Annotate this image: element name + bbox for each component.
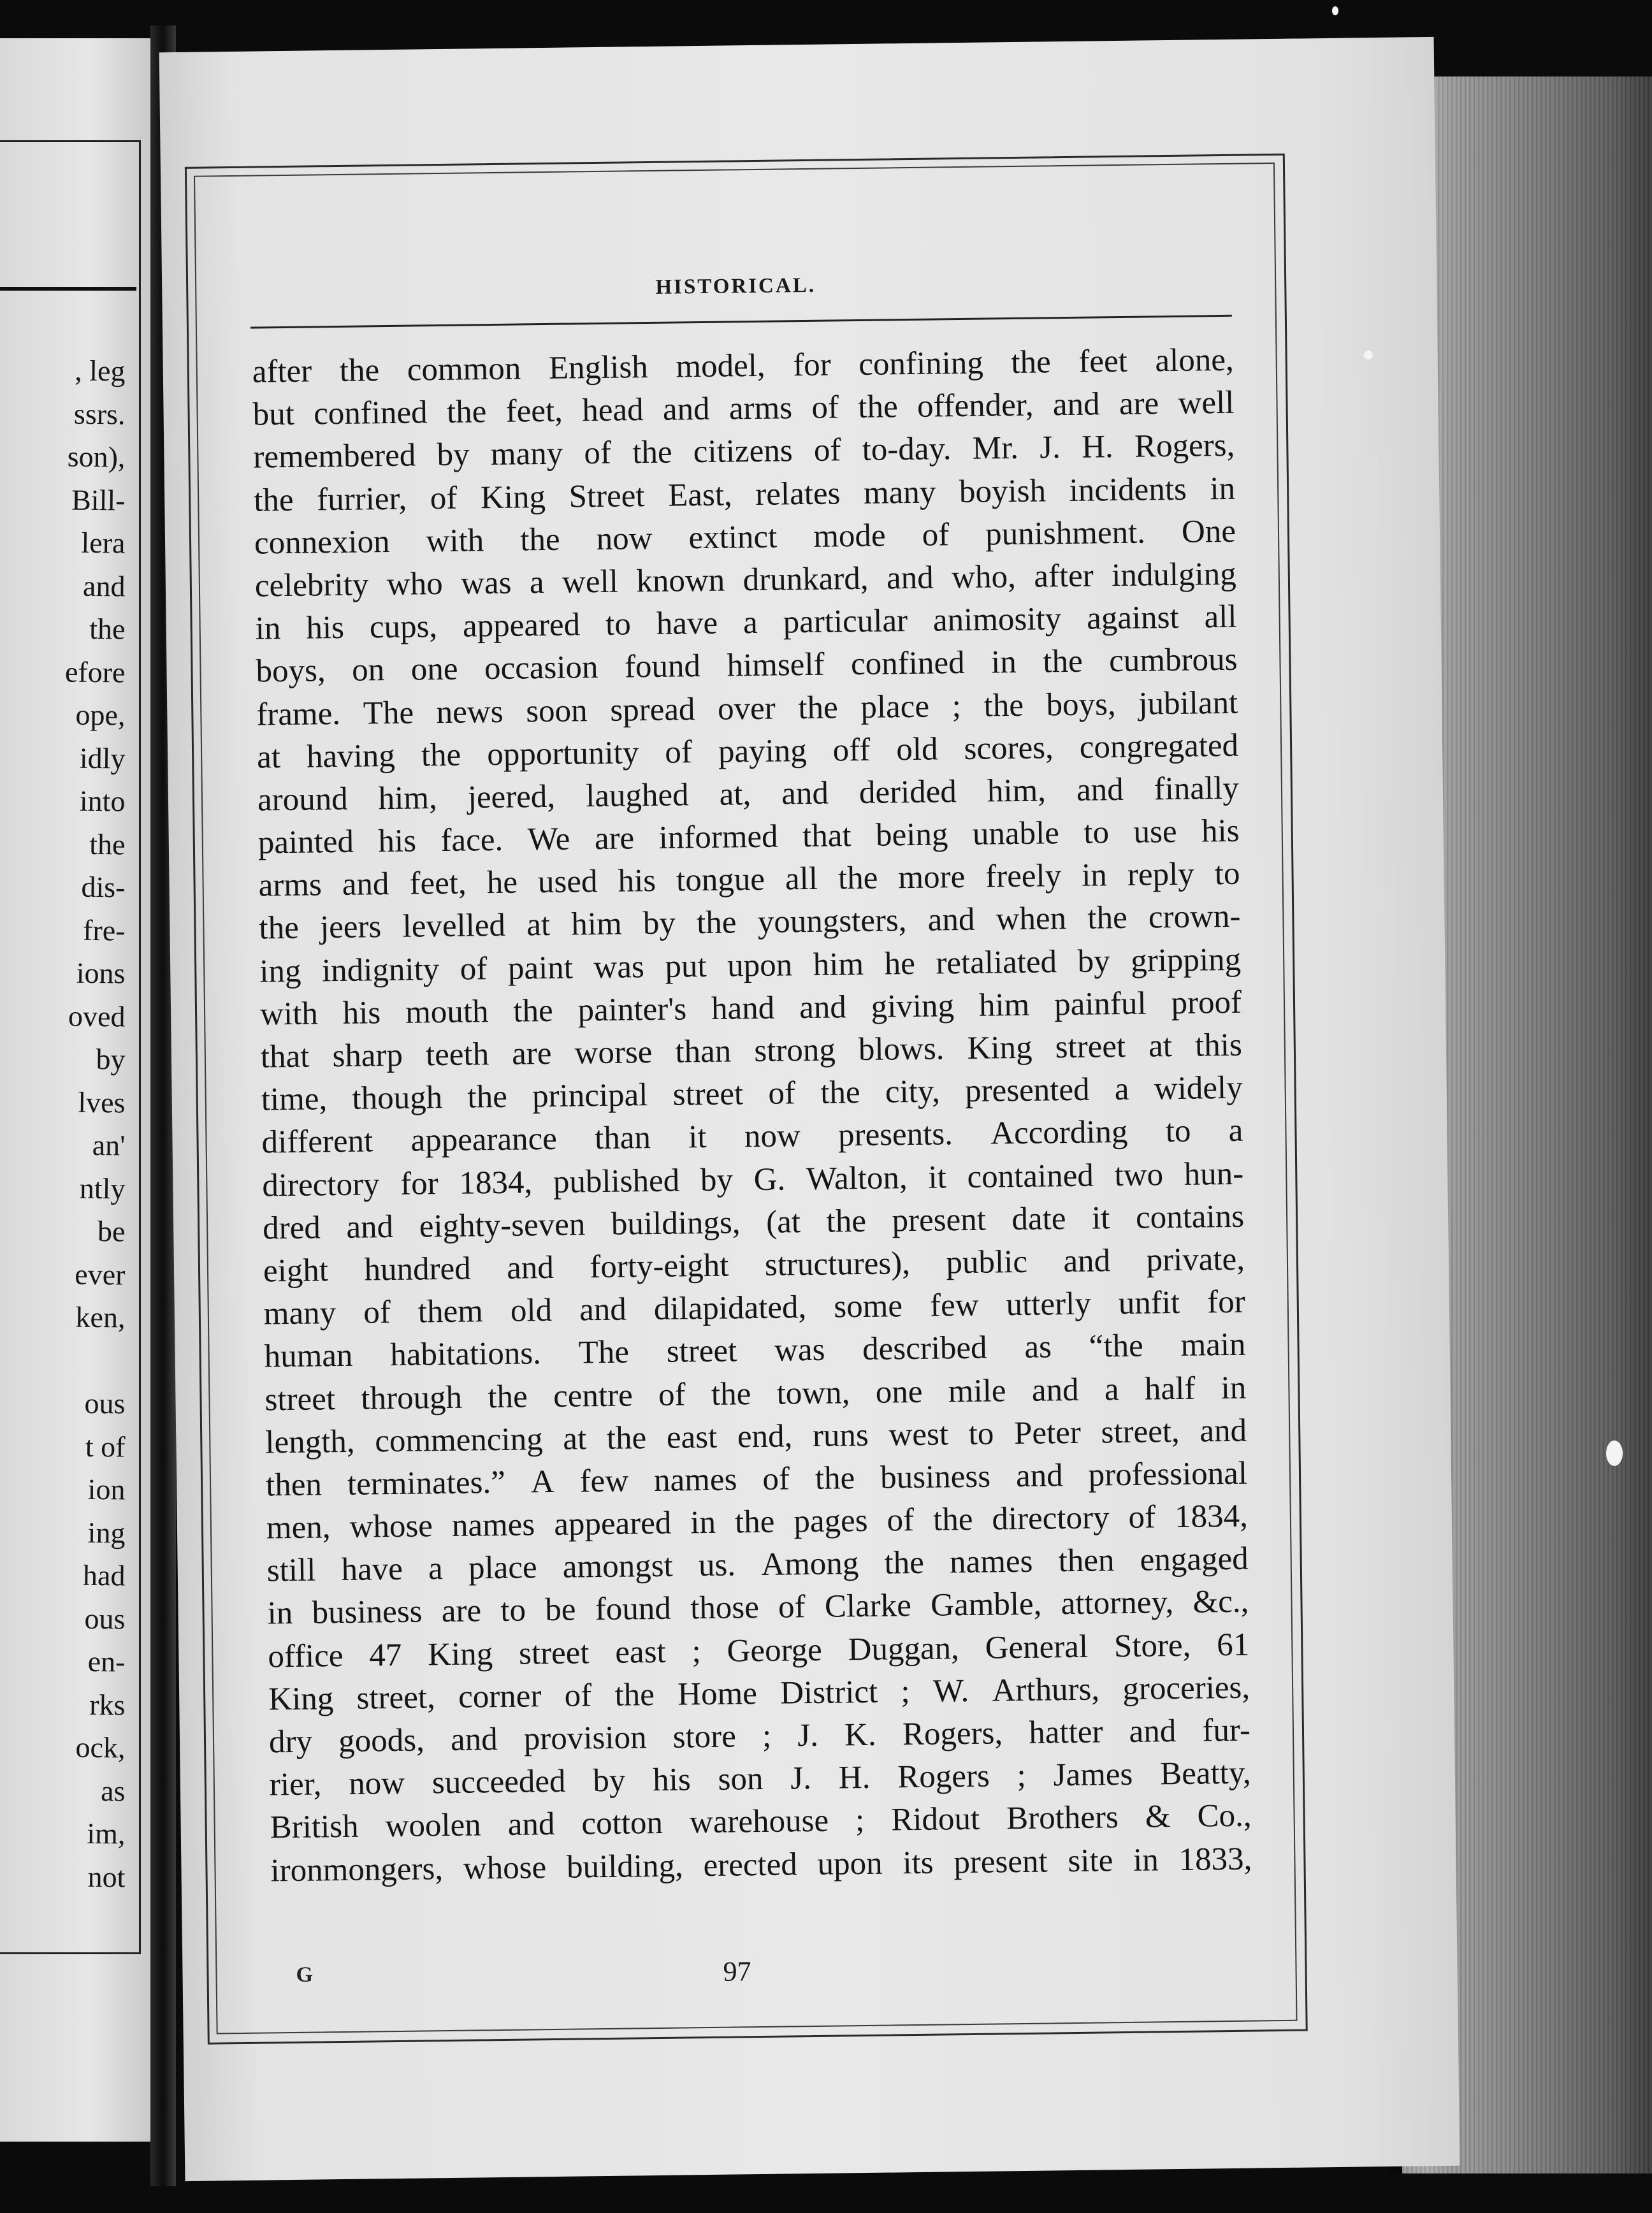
text-line: painted his face. We are informed that being unable to use his [257, 813, 1240, 861]
scan-speck [1606, 1440, 1623, 1466]
facing-page-line: rks [89, 1688, 126, 1721]
facing-page-line: son), [67, 440, 126, 474]
facing-page-line: ous [83, 1602, 126, 1635]
body-text [252, 339, 1252, 1892]
text-line: around him, jeered, laughed at, and derided him, and finally [257, 770, 1240, 818]
facing-page-line: ion [87, 1472, 126, 1506]
text-line: office 47 King street east ; George Duggan, General Store, 61 [268, 1627, 1250, 1675]
text-line: after the common English model, for confining the feet alone, [252, 342, 1234, 390]
facing-page-line: the [89, 827, 126, 860]
text-line: the jeers levelled at him by the youngsters, and when the crown- [259, 899, 1241, 947]
text-line: men, whose names appeared in the pages of the directory of 1834, [266, 1498, 1249, 1546]
book-page [159, 37, 1460, 2181]
facing-page-line: lera [80, 526, 126, 560]
facing-page-line: had [82, 1558, 126, 1592]
text-line: dry goods, and provision store ; J. K. Rogers, hatter and fur- [268, 1712, 1251, 1760]
facing-page-line: ever [74, 1258, 126, 1291]
scan-speck [1364, 351, 1373, 359]
text-line: arms and feet, he used his tongue all the more freely in reply to [258, 855, 1240, 904]
text-line: length, commencing at the east end, runs west to Peter street, and [264, 1412, 1247, 1461]
facing-page-line: as [100, 1774, 126, 1807]
text-line: eight hundred and forty-eight structures), public and private, [263, 1241, 1245, 1289]
facing-page-line: dis- [80, 870, 126, 904]
facing-page-line: , leg [74, 354, 126, 388]
text-line: King street, corner of the Home District ; W. Arthurs, groceries, [268, 1669, 1250, 1718]
facing-page-line: ken, [75, 1300, 126, 1334]
text-line: the furrier, of King Street East, relates many boyish incidents in [253, 470, 1236, 519]
text-line: in his cups, appeared to have a particular animosity against all [255, 599, 1237, 647]
facing-page-line: and [82, 569, 126, 602]
text-line: then terminates.” A few names of the business and professional [265, 1455, 1248, 1504]
facing-page-line: en- [87, 1644, 126, 1678]
text-line: frame. The news soon spread over the place ; the boys, jubilant [256, 685, 1238, 733]
facing-page-line: t of [85, 1430, 126, 1463]
text-line: many of them old and dilapidated, some few utterly unfit for [263, 1284, 1246, 1332]
running-head: HISTORICAL. [655, 273, 816, 299]
facing-page-fragment [0, 38, 150, 2142]
text-line: with his mouth the painter's hand and giving him painful proof [259, 984, 1242, 1033]
facing-page-line: ock, [75, 1730, 126, 1764]
text-line: street through the centre of the town, one mile and a half in [264, 1370, 1247, 1418]
facing-page-line: im, [86, 1817, 126, 1850]
facing-page-line: ope, [75, 698, 126, 732]
text-line: ironmongers, whose building, erected upon its present site in 1833, [270, 1841, 1252, 1889]
text-line: connexion with the now extinct mode of punishment. One [254, 513, 1236, 562]
facing-page-line: the [89, 612, 126, 646]
text-line: celebrity who was a well known drunkard, and who, after indulging [254, 556, 1237, 604]
facing-page-line: not [87, 1860, 126, 1893]
signature-mark: G [296, 1963, 314, 1987]
text-line: time, though the principal street of the city, presented a widely [261, 1070, 1243, 1118]
facing-page-line: fre- [82, 913, 126, 947]
text-line: different appearance than it now presents. According to a [261, 1113, 1243, 1161]
text-line: British woolen and cotton warehouse ; Ridout Brothers & Co., [270, 1797, 1252, 1846]
text-line: boys, on one occasion found himself confined in the cumbrous [256, 642, 1238, 690]
facing-page-line: efore [64, 655, 126, 688]
facing-page-line: lves [77, 1085, 126, 1119]
text-line: directory for 1834, published by G. Walton, it contained two hun- [262, 1156, 1244, 1204]
facing-page-line: ing [87, 1516, 126, 1549]
text-line: ing indignity of paint was put upon him he retaliated by gripping [259, 941, 1242, 990]
facing-page-head-rule [0, 287, 136, 291]
scan-speck [1332, 6, 1338, 15]
facing-page-line: ions [76, 956, 126, 990]
facing-page-line [64, 1339, 125, 1382]
text-line: that sharp teeth are worse than strong blows. King street at this [260, 1027, 1243, 1075]
text-line: in business are to be found those of Clarke Gamble, attorney, &c., [267, 1584, 1249, 1632]
page-number: 97 [723, 1955, 751, 1987]
text-line: still have a place amongst us. Among the names then engaged [266, 1541, 1249, 1589]
text-line: human habitations. The street was described as “the main [264, 1326, 1246, 1375]
facing-page-line: into [79, 784, 126, 818]
text-line: remembered by many of the citizens of to-day. Mr. J. H. Rogers, [253, 428, 1235, 475]
facing-page-line: Bill- [71, 483, 126, 516]
text-line: but confined the feet, head and arms of the offender, and are well [252, 384, 1235, 433]
facing-page-line: an' [92, 1128, 126, 1162]
facing-page-line: ntly [79, 1172, 126, 1205]
text-line: at having the opportunity of paying off old scores, congregated [256, 727, 1239, 776]
facing-page-line: oved [68, 999, 126, 1033]
facing-page-line: be [97, 1215, 126, 1248]
text-line: dred and eighty-seven buildings, (at the present date it contains [262, 1198, 1245, 1247]
facing-page-text [65, 349, 125, 1898]
facing-page-line: by [95, 1043, 126, 1076]
text-line: rier, now succeeded by his son J. H. Rogers ; James Beatty, [269, 1755, 1252, 1803]
facing-page-line: idly [79, 741, 126, 774]
facing-page-line: ssrs. [73, 397, 126, 430]
facing-page-line: ous [83, 1386, 126, 1420]
